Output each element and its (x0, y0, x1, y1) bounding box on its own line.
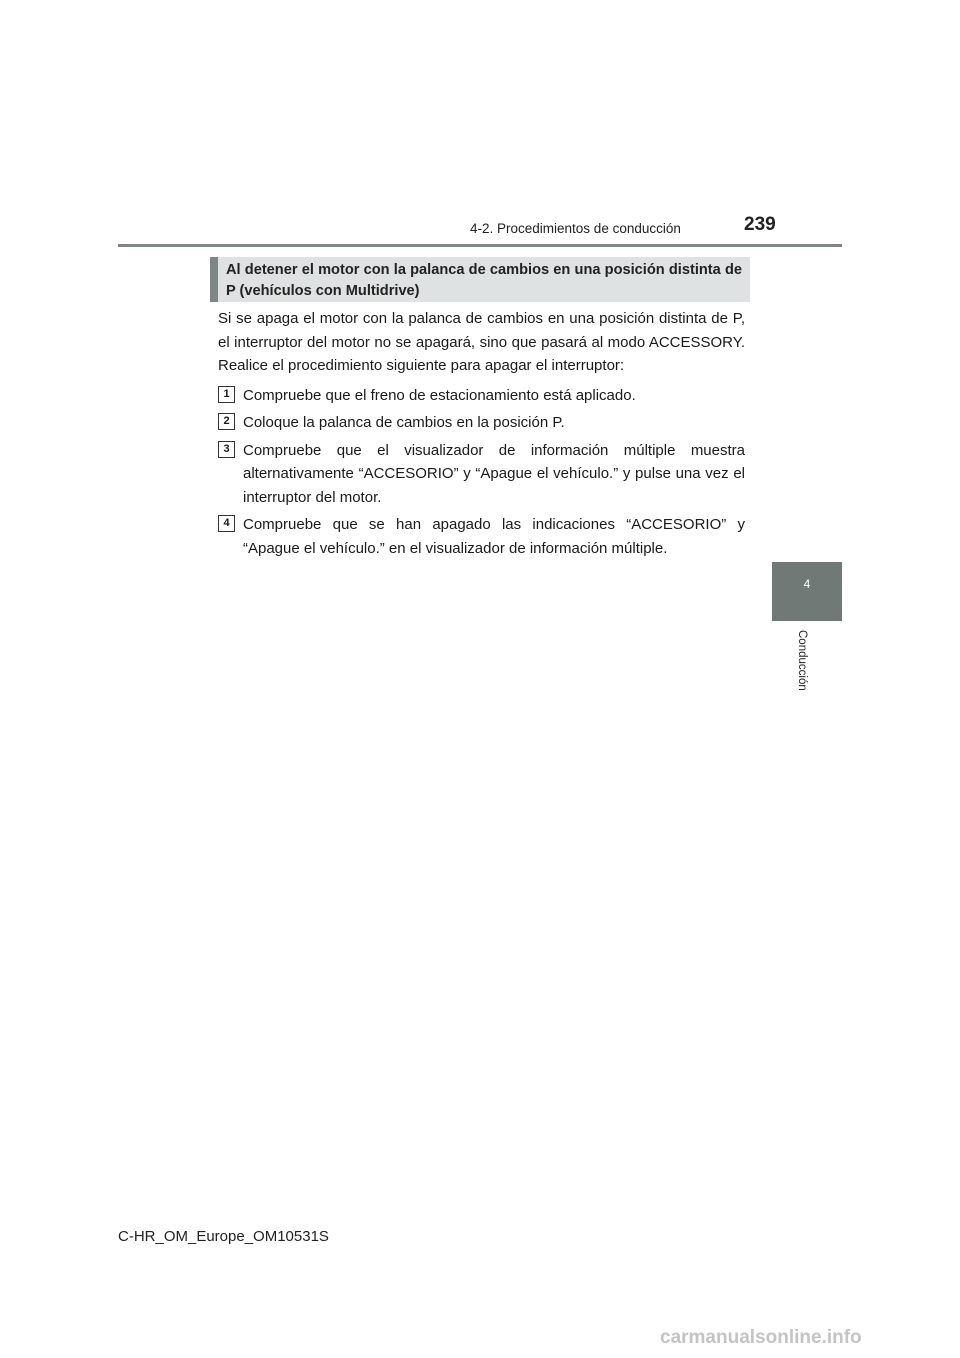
step-item (218, 439, 745, 510)
step-text: Coloque la palanca de cambios en la posición P. (243, 414, 565, 431)
header-divider (118, 244, 842, 247)
chapter-tab (772, 562, 842, 621)
step-number-badge: 2 (218, 413, 235, 430)
step-number-badge: 4 (218, 515, 235, 532)
content-body (218, 307, 745, 564)
step-number-badge: 1 (218, 386, 235, 403)
step-text: Compruebe que el visualizador de información múltiple muestra alternativamente “ACCESORIO” y “Apague el vehículo.” y pulse una vez el interruptor del motor. (243, 441, 745, 506)
step-item (218, 384, 745, 408)
step-text: Compruebe que se han apagado las indicaciones “ACCESORIO” y “Apague el vehículo.” en el visualizador de información múltiple. (243, 516, 745, 557)
header-section-title: 4-2. Procedimientos de conducción (470, 221, 681, 236)
chapter-label: Conducción (796, 630, 808, 691)
section-title: Al detener el motor con la palanca de cambios en una posición distinta de P (vehículos con Multidrive) (226, 262, 742, 299)
site-watermark: carmanualsonline.info (660, 1327, 862, 1348)
step-number-badge: 3 (218, 441, 235, 458)
page-number: 239 (744, 214, 776, 235)
document-code-footer: C-HR_OM_Europe_OM10531S (118, 1228, 329, 1245)
step-item (218, 411, 745, 435)
chapter-number: 4 (803, 577, 811, 591)
intro-paragraph: Si se apaga el motor con la palanca de cambios en una posición distinta de P, el interruptor del motor no se apagará, sino que pasará al modo ACCESSORY. Realice el procedimiento siguiente para apagar el interruptor: (218, 310, 745, 374)
section-title-box (210, 257, 750, 302)
step-text: Compruebe que el freno de estacionamiento está aplicado. (243, 386, 636, 404)
step-item (218, 513, 745, 560)
